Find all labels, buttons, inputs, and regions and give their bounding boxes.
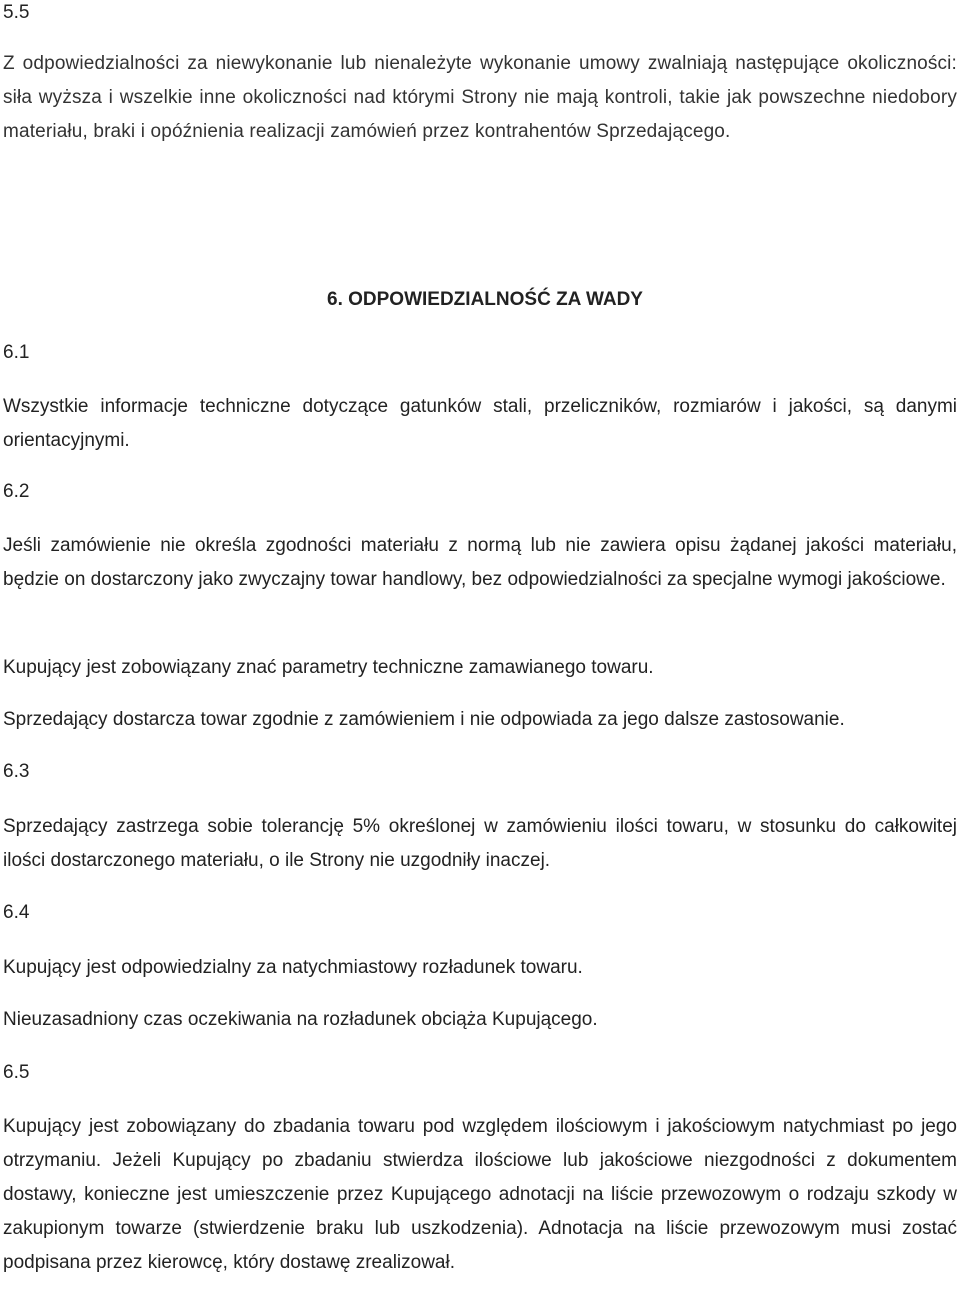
section-6-3-paragraph: Sprzedający zastrzega sobie tolerancję 5% określonej w zamówieniu ilości towaru, w stosunku do całkowitej ilości dostarczonego materiału, o ile Strony nie uzgodniły inaczej. bbox=[3, 816, 957, 871]
section-number-6-5: 6.5 bbox=[3, 1062, 30, 1083]
section-6-4-line-2: Nieuzasadniony czas oczekiwania na rozładunek obciąża Kupującego. bbox=[3, 1009, 598, 1030]
section-number-5-5: 5.5 bbox=[3, 2, 30, 23]
section-6-2-line-2: Kupujący jest zobowiązany znać parametry techniczne zamawianego towaru. bbox=[3, 657, 654, 678]
section-number-6-4: 6.4 bbox=[3, 902, 30, 923]
section-number-6-1: 6.1 bbox=[3, 342, 30, 363]
section-heading: 6. ODPOWIEDZIALNOŚĆ ZA WADY bbox=[327, 289, 643, 310]
section-6-1-paragraph: Wszystkie informacje techniczne dotyczące gatunków stali, przeliczników, rozmiarów i jakości, są danymi orientacyjnymi. bbox=[3, 396, 957, 451]
section-6-5-paragraph: Kupujący jest zobowiązany do zbadania towaru pod względem ilościowym i jakościowym natychmiast po jego otrzymaniu. Jeżeli Kupujący po zbadaniu stwierdza ilościowe lub jakościowe niezgodności z dokumentem dostawy, konieczne jest umieszczenie przez Kupującego adnotacji na liście przewozowym o rodzaju szkody w zakupionym towarze (stwierdzenie braku lub uszkodzenia). Adnotacja na liście przewozowym musi zostać podpisana przez kierowcę, który dostawę zrealizował. bbox=[3, 1116, 957, 1273]
section-number-6-2: 6.2 bbox=[3, 481, 30, 502]
section-5-5-paragraph: Z odpowiedzialności za niewykonanie lub nienależyte wykonanie umowy zwalniają następujące okoliczności: siła wyższa i wszelkie inne okoliczności nad którymi Strony nie mają kontroli, takie jak powszechne niedobory materiału, braki i opóźnienia realizacji zamówień przez kontrahentów Sprzedającego. bbox=[3, 53, 957, 142]
section-6-2-line-3: Sprzedający dostarcza towar zgodnie z zamówieniem i nie odpowiada za jego dalsze zastosowanie. bbox=[3, 709, 845, 730]
section-number-6-3: 6.3 bbox=[3, 761, 30, 782]
section-6-4-line-1: Kupujący jest odpowiedzialny za natychmiastowy rozładunek towaru. bbox=[3, 957, 583, 978]
section-6-2-paragraph: Jeśli zamówienie nie określa zgodności materiału z normą lub nie zawiera opisu żądanej jakości materiału, będzie on dostarczony jako zwyczajny towar handlowy, bez odpowiedzialności za specjalne wymogi jakościowe. bbox=[3, 535, 957, 590]
